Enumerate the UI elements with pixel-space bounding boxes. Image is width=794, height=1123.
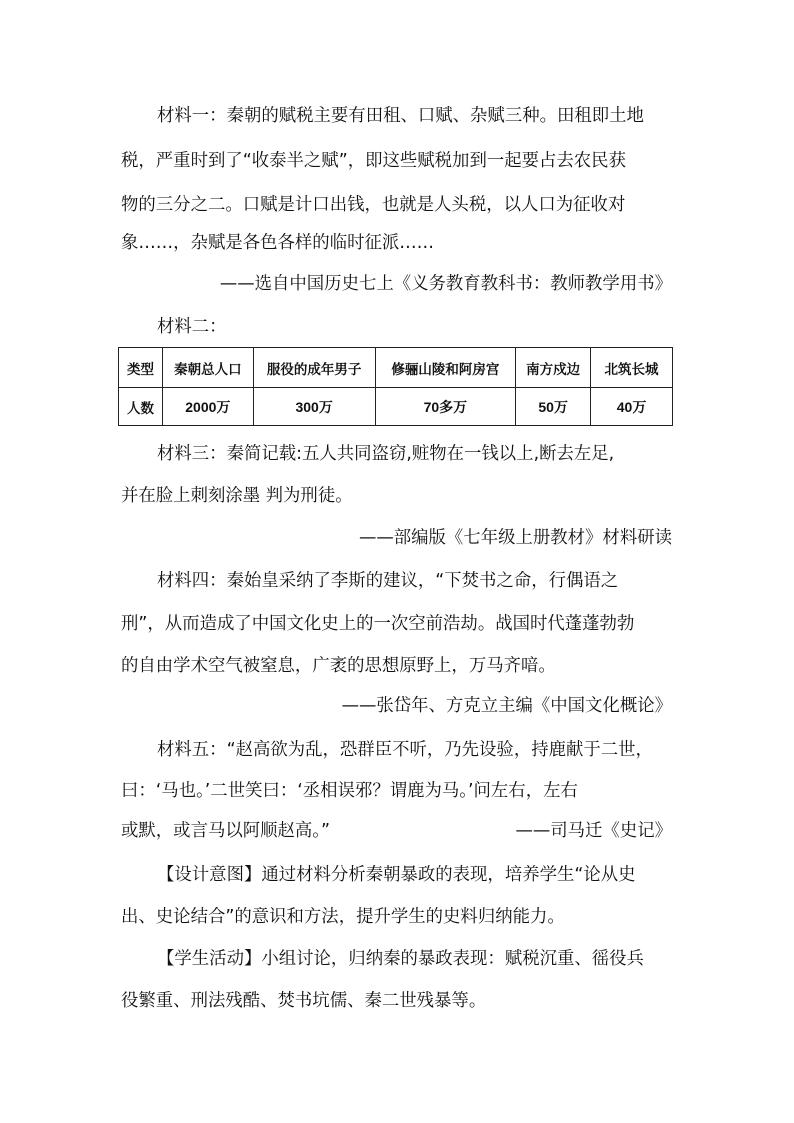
material1-line1: 材料一：秦朝的赋税主要有田租、口赋、杂赋三种。田租即土地 — [157, 106, 644, 126]
material4-line2: 刑”，从而造成了中国文化史上的一次空前浩劫。战国时代蓬蓬勃勃 — [121, 614, 635, 634]
material5-line2: 曰：‘马也。’二世笑曰：‘丞相误邪？谓鹿为马。’问左右，左右 — [121, 781, 578, 801]
table-cell: 70多万 — [375, 388, 516, 426]
material3-source: ——部编版《七年级上册教材》材料研读 — [358, 528, 672, 548]
material1-source: ——选自中国历史七上《义务教育教科书：教师教学用书》 — [219, 274, 672, 294]
table-header-cell: 秦朝总人口 — [162, 348, 253, 388]
table-header-cell: 服役的成年男子 — [253, 348, 375, 388]
table-cell: 2000万 — [162, 388, 253, 426]
student-activity-line2: 役繁重、刑法残酷、焚书坑儒、秦二世残暴等。 — [121, 991, 487, 1011]
material4-line1: 材料四：秦始皇采纳了李斯的建议，“下焚书之命，行偶语之 — [157, 571, 619, 591]
material5-line1: 材料五：“赵高欲为乱，恐群臣不听，乃先设验，持鹿献于二世， — [157, 740, 653, 760]
table-header-cell: 类型 — [119, 348, 163, 388]
material3-line1: 材料三：秦简记载:五人共同盗窃,赃物在一钱以上,断去左足, — [157, 444, 615, 464]
material1-line4: 象……，杂赋是各色各样的临时征派…… — [121, 233, 435, 253]
table-cell: 人数 — [119, 388, 163, 426]
design-intent-line2: 出、史论结合”的意识和方法，提升学生的史料归纳能力。 — [121, 907, 565, 927]
table-header-cell: 南方戍边 — [516, 348, 591, 388]
table-header-cell: 北筑长城 — [591, 348, 673, 388]
table-cell: 300万 — [253, 388, 375, 426]
student-activity-line1: 【学生活动】小组讨论，归纳秦的暴政表现：赋税沉重、徭役兵 — [157, 949, 644, 969]
material1-line2: 税，严重时到了“收泰半之赋”，即这些赋税加到一起要占去农民获 — [121, 151, 626, 171]
material1-line3: 物的三分之二。口赋是计口出钱，也就是人头税，以人口为征收对 — [121, 195, 626, 215]
material4-source: ——张岱年、方克立主编《中国文化概论》 — [341, 696, 672, 716]
design-intent-line1: 【设计意图】通过材料分析秦朝暴政的表现，培养学生“论从史 — [157, 865, 636, 885]
material2-heading: 材料二： — [157, 317, 227, 337]
material4-line3: 的自由学术空气被窒息，广袤的思想原野上，万马齐喑。 — [121, 656, 556, 676]
table-header-row — [119, 348, 673, 388]
material5-source: ——司马迁《史记》 — [515, 821, 672, 841]
population-table — [118, 347, 673, 426]
material5-line3: 或默，或言马以阿顺赵高。” — [121, 821, 330, 841]
table-cell: 40万 — [591, 388, 673, 426]
material3-line2: 并在脸上刺刻涂墨 判为刑徒。 — [121, 486, 353, 506]
table-header-cell: 修骊山陵和阿房宫 — [375, 348, 516, 388]
table-cell: 50万 — [516, 388, 591, 426]
table-row — [119, 388, 673, 426]
